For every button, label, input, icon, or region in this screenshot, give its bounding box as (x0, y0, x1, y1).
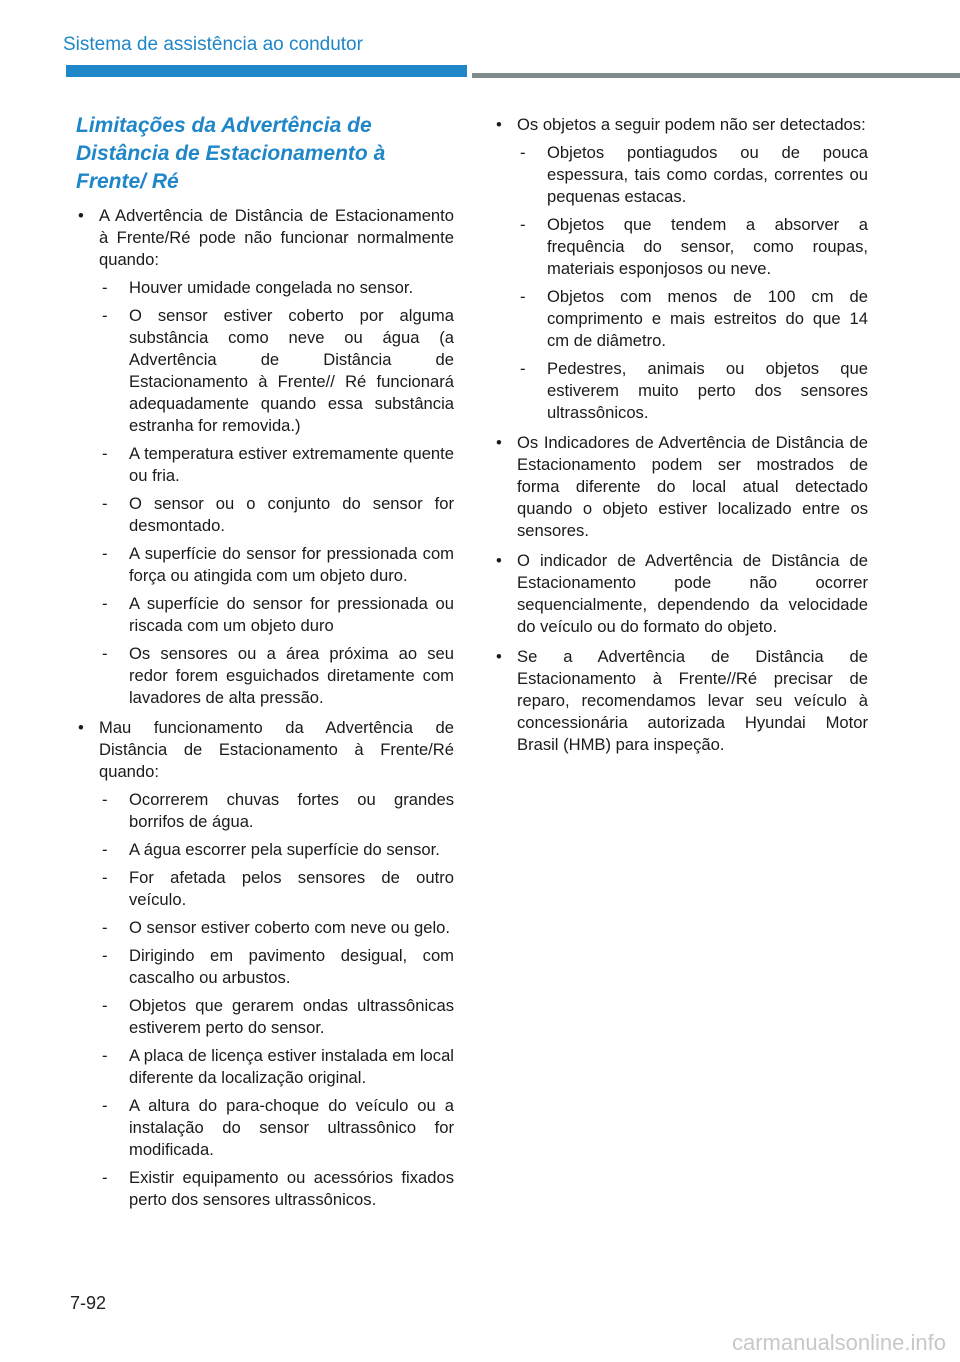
sub-item: - Ocorrerem chuvas fortes ou grandes borrifos de água. (99, 789, 454, 833)
sub-item: - A água escorrer pela superfície do sensor. (99, 839, 454, 861)
sub-item: - A altura do para-choque do veículo ou a instalação do sensor ultrassônico for modificada. (99, 1095, 454, 1161)
sub-list (99, 277, 454, 709)
left-column (76, 112, 454, 1219)
sub-list (517, 142, 868, 424)
bullet-text: • O indicador de Advertência de Distância de Estacionamento pode não ocorrer sequencialmente, dependendo da velocidade do veículo ou do formato do objeto. (517, 551, 868, 636)
sub-item: - Objetos que gerarem ondas ultrassônicas estiverem perto do sensor. (99, 995, 454, 1039)
sub-item: - For afetada pelos sensores de outro veículo. (99, 867, 454, 911)
watermark: carmanualsonline.info (731, 1330, 946, 1355)
header-bar-gray (472, 73, 960, 78)
sub-item: - Existir equipamento ou acessórios fixados perto dos sensores ultrassônicos. (99, 1167, 454, 1211)
sub-item: - A temperatura estiver extremamente quente ou fria. (99, 443, 454, 487)
right-column (494, 114, 868, 764)
section-title: Sistema de assistência ao condutor (63, 34, 363, 55)
sub-item: - Dirigindo em pavimento desigual, com cascalho ou arbustos. (99, 945, 454, 989)
sub-item: - Objetos que tendem a absorver a frequência do sensor, como roupas, materiais esponjosos ou neve. (517, 214, 868, 280)
bullet-text: • Mau funcionamento da Advertência de Distância de Estacionamento à Frente/Ré quando: (99, 718, 454, 781)
sub-item: - O sensor estiver coberto com neve ou gelo. (99, 917, 454, 939)
bullet-text: • A Advertência de Distância de Estacionamento à Frente/Ré pode não funcionar normalmente quando: (99, 206, 454, 269)
section-heading: Limitações da Advertência de Distância de Estacionamento à Frente/ Ré (76, 114, 386, 193)
header-bar-blue (66, 65, 467, 77)
sub-item: - Objetos com menos de 100 cm de comprimento e mais estreitos do que 14 cm de diâmetro. (517, 286, 868, 352)
right-bullet-list (494, 114, 868, 756)
sub-item: - A superfície do sensor for pressionada ou riscada com um objeto duro (99, 593, 454, 637)
sub-item: - O sensor estiver coberto por alguma substância como neve ou água (a Advertência de Distância de Estacionamento à Frente// Ré funcionará adequadamente quando essa substância estranha for removida.) (99, 305, 454, 437)
bullet-item (494, 432, 868, 542)
bullet-item (494, 646, 868, 756)
sub-list (99, 789, 454, 1211)
sub-item: - Objetos pontiagudos ou de pouca espessura, tais como cordas, correntes ou pequenas estacas. (517, 142, 868, 208)
bullet-text: • Se a Advertência de Distância de Estacionamento à Frente//Ré precisar de reparo, recomendamos levar seu veículo à concessionária autorizada Hyundai Motor Brasil (HMB) para inspeção. (517, 647, 868, 754)
sub-item: - Pedestres, animais ou objetos que estiverem muito perto dos sensores ultrassônicos. (517, 358, 868, 424)
bullet-item (494, 550, 868, 638)
bullet-text: • Os objetos a seguir podem não ser detectados: (517, 115, 866, 134)
page-number: 7-92 (70, 1293, 107, 1313)
sub-item: - Houver umidade congelada no sensor. (99, 277, 454, 299)
left-bullet-list (76, 205, 454, 1211)
sub-item: - Os sensores ou a área próxima ao seu redor forem esguichados diretamente com lavadores de alta pressão. (99, 643, 454, 709)
sub-item: - A placa de licença estiver instalada em local diferente da localização original. (99, 1045, 454, 1089)
bullet-item (76, 205, 454, 709)
bullet-item (76, 717, 454, 1211)
bullet-text: • Os Indicadores de Advertência de Distância de Estacionamento podem ser mostrados de forma diferente do local atual detectado quando o objeto estiver localizado entre os sensores. (517, 433, 868, 540)
bullet-item (494, 114, 868, 424)
sub-item: - A superfície do sensor for pressionada com força ou atingida com um objeto duro. (99, 543, 454, 587)
sub-item: - O sensor ou o conjunto do sensor for desmontado. (99, 493, 454, 537)
